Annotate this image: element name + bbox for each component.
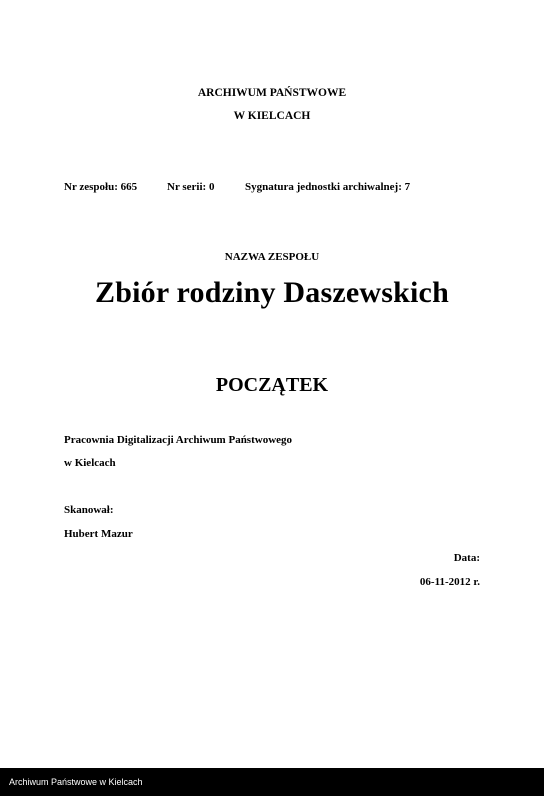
footer-bar (0, 768, 544, 796)
footer-text: Archiwum Państwowe w Kielcach (9, 777, 143, 787)
series-number: Nr serii: 0 (167, 181, 215, 193)
date-label: Data: (453, 552, 480, 564)
date-value: 06-11-2012 r. (419, 576, 480, 588)
archive-name-line2: W KIELCACH (233, 110, 311, 122)
workshop-line2: w Kielcach (64, 457, 116, 469)
unit-signature: Sygnatura jednostki archiwalnej: 7 (245, 181, 411, 193)
fond-number: Nr zespołu: 665 (64, 181, 138, 193)
section-marker: POCZĄTEK (215, 374, 329, 396)
scanned-by: Hubert Mazur (64, 528, 133, 540)
archive-name-line1: ARCHIWUM PAŃSTWOWE (197, 87, 347, 99)
scanned-label: Skanował: (64, 504, 114, 516)
collection-label: NAZWA ZESPOŁU (224, 251, 320, 263)
workshop-line1: Pracownia Digitalizacji Archiwum Państwowego (64, 434, 293, 446)
collection-name: Zbiór rodziny Daszewskich (95, 276, 449, 309)
